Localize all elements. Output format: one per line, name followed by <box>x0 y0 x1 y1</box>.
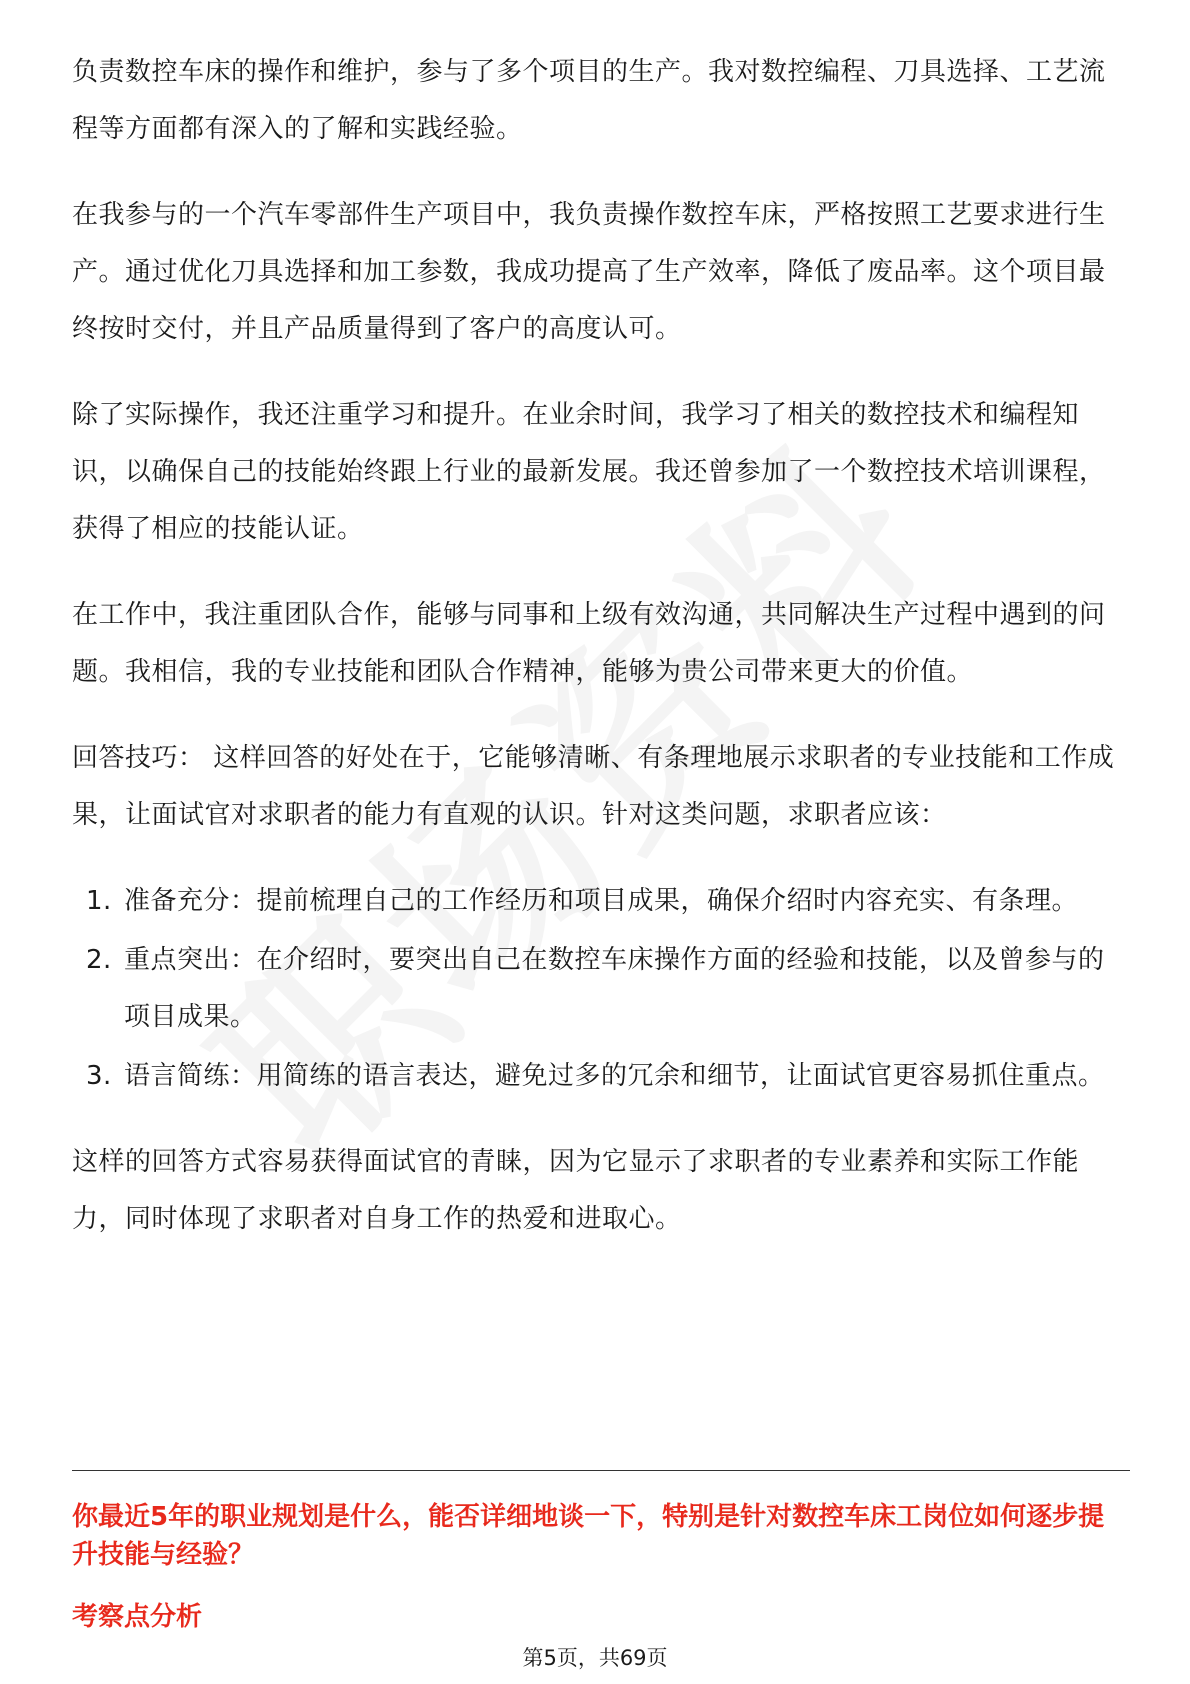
list-number: 3. <box>86 1061 112 1091</box>
list-number: 1. <box>86 886 112 916</box>
paragraph-teamwork: 在工作中，我注重团队合作，能够与同事和上级有效沟通，共同解决生产过程中遇到的问题。我相信，我的专业技能和团队合作精神，能够为贵公司带来更大的价值。 <box>72 600 1106 687</box>
list-item-text: 语言简练：用简练的语言表达，避免过多的冗余和细节，让面试官更容易抓住重点。 <box>124 1061 1105 1091</box>
list-item <box>72 873 1130 930</box>
section-title: 考察点分析 <box>72 1602 203 1632</box>
paragraph-answer-tips: 回答技巧： 这样回答的好处在于，它能够清晰、有条理地展示求职者的专业技能和工作成果，让面试官对求职者的能力有直观的认识。针对这类问题，求职者应该： <box>72 743 1115 830</box>
section-divider <box>72 1470 1130 1471</box>
list-number: 2. <box>86 945 112 975</box>
list-item-text: 准备充分：提前梳理自己的工作经历和项目成果，确保介绍时内容充实、有条理。 <box>124 886 1079 916</box>
list-item <box>72 1048 1130 1105</box>
page-footer: 第5页，共69页 <box>522 1646 668 1670</box>
paragraph-experience: 负责数控车床的操作和维护，参与了多个项目的生产。我对数控编程、刀具选择、工艺流程等方面都有深入的了解和实践经验。 <box>72 57 1106 144</box>
paragraph-closing: 这样的回答方式容易获得面试官的青睐，因为它显示了求职者的专业素养和实际工作能力，同时体现了求职者对自身工作的热爱和进取心。 <box>72 1147 1080 1234</box>
tips-list <box>72 873 1130 1105</box>
list-item-text: 重点突出：在介绍时，要突出自己在数控车床操作方面的经验和技能，以及曾参与的项目成果。 <box>124 945 1105 1032</box>
list-item <box>72 932 1130 1046</box>
paragraph-project: 在我参与的一个汽车零部件生产项目中，我负责操作数控车床，严格按照工艺要求进行生产。通过优化刀具选择和加工参数，我成功提高了生产效率，降低了废品率。这个项目最终按时交付，并且产品质量得到了客户的高度认可。 <box>72 200 1106 344</box>
question-heading: 你最近5年的职业规划是什么，能否详细地谈一下，特别是针对数控车床工岗位如何逐步提升技能与经验？ <box>72 1502 1105 1570</box>
paragraph-learning: 除了实际操作，我还注重学习和提升。在业余时间，我学习了相关的数控技术和编程知识，以确保自己的技能始终跟上行业的最新发展。我还曾参加了一个数控技术培训课程，获得了相应的技能认证。 <box>72 400 1106 544</box>
document-body <box>72 44 1130 1277</box>
